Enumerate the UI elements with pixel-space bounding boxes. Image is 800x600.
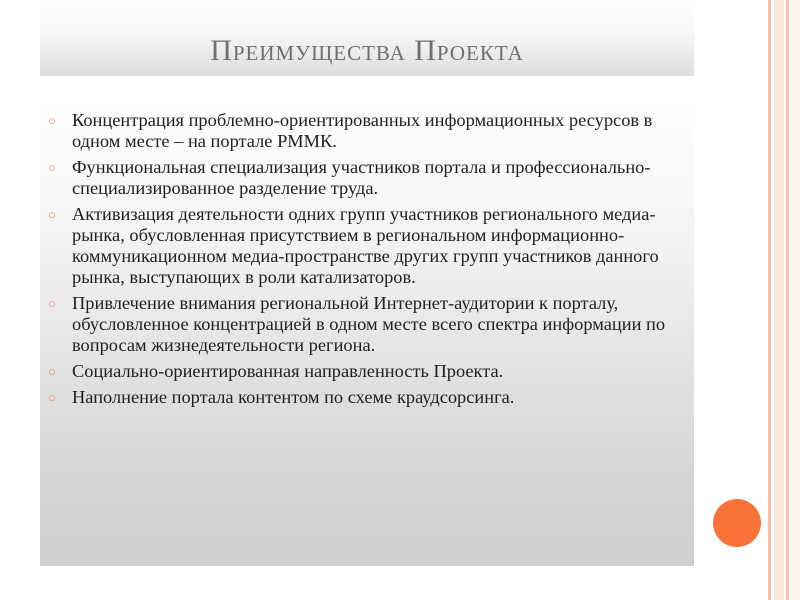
bullet-text: Наполнение портала контентом по схеме краудсорсинга. (72, 387, 515, 407)
list-item (46, 293, 686, 356)
hollow-circle-bullet-icon: ○ (48, 390, 56, 405)
decorative-stripe (786, 0, 789, 600)
list-item (46, 387, 686, 408)
bullet-list (46, 110, 686, 413)
orange-circle-decoration (713, 499, 761, 547)
bullet-text: Концентрация проблемно-ориентированных информационных ресурсов в одном месте – на портале РММК. (72, 110, 653, 151)
list-item (46, 204, 686, 288)
decorative-stripe (774, 0, 784, 600)
list-item (46, 361, 686, 382)
list-item (46, 110, 686, 152)
bullet-text: Активизация деятельности одних групп участников регионального медиа-рынка, обусловленная присутствием в региональном информационно-коммуникационном медиа-пространстве других групп участников данного рынка, выступающих в роли катализаторов. (72, 204, 659, 287)
hollow-circle-bullet-icon: ○ (48, 207, 56, 222)
hollow-circle-bullet-icon: ○ (48, 113, 56, 128)
decorative-stripe (791, 0, 800, 600)
bullet-text: Привлечение внимания региональной Интернет-аудитории к порталу, обусловленное концентрацией в одном месте всего спектра информации по вопросам жизнедеятельности региона. (72, 293, 666, 355)
hollow-circle-bullet-icon: ○ (48, 160, 56, 175)
hollow-circle-bullet-icon: ○ (48, 296, 56, 311)
bullet-text: Социально-ориентированная направленность Проекта. (72, 361, 504, 381)
bullet-text: Функциональная специализация участников портала и профессионально-специализированное разделение труда. (72, 157, 651, 198)
slide-title: Преимущества Проекта (210, 34, 524, 67)
list-item (46, 157, 686, 199)
hollow-circle-bullet-icon: ○ (48, 364, 56, 379)
decorative-stripe (768, 0, 771, 600)
